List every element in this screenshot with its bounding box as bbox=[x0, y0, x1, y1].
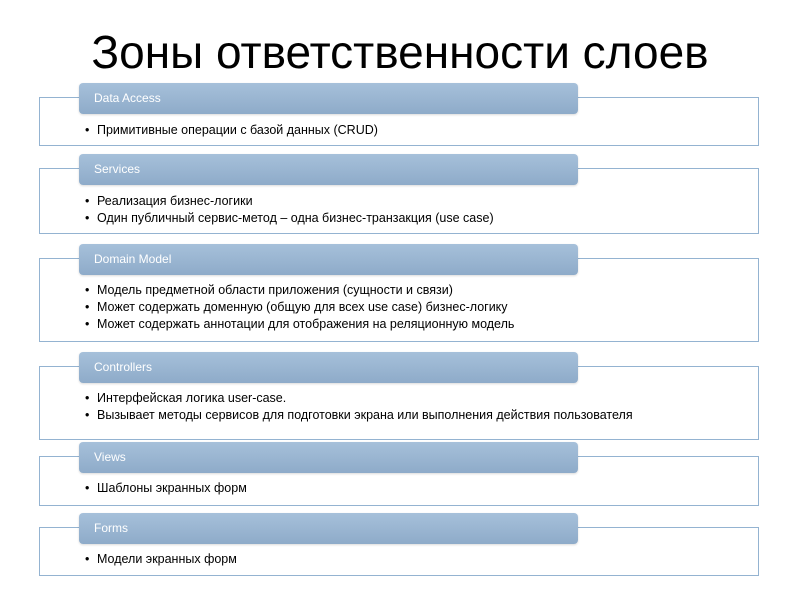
list-item-text: Может содержать аннотации для отображения на реляционную модель bbox=[97, 317, 515, 331]
list-item-text: Вызывает методы сервисов для подготовки экрана или выполнения действия пользователя bbox=[97, 408, 633, 422]
list-item-text: Шаблоны экранных форм bbox=[97, 481, 247, 495]
layer-tab-views: Views bbox=[79, 442, 578, 473]
list-item-text: Реализация бизнес-логики bbox=[97, 194, 253, 208]
layer-list-controllers bbox=[85, 391, 645, 423]
bullet-icon: • bbox=[85, 391, 90, 405]
list-item bbox=[85, 316, 645, 333]
list-item bbox=[85, 480, 645, 497]
layer-tab-data-access: Data Access bbox=[79, 83, 578, 114]
bullet-icon: • bbox=[85, 408, 90, 422]
layer-list-forms bbox=[85, 551, 645, 568]
layer-tab-domain-model: Domain Model bbox=[79, 244, 578, 275]
list-item bbox=[85, 391, 645, 406]
layer-list-data-access bbox=[85, 122, 645, 139]
bullet-icon: • bbox=[85, 194, 90, 208]
list-item bbox=[85, 193, 645, 210]
list-item bbox=[85, 122, 645, 139]
list-item bbox=[85, 282, 645, 299]
list-item bbox=[85, 408, 645, 423]
bullet-icon: • bbox=[85, 123, 90, 137]
layer-tab-controllers: Controllers bbox=[79, 352, 578, 383]
bullet-icon: • bbox=[85, 283, 90, 297]
layer-list-services bbox=[85, 193, 645, 227]
layer-list-views bbox=[85, 480, 645, 497]
bullet-icon: • bbox=[85, 211, 90, 225]
list-item-text: Может содержать доменную (общую для всех use case) бизнес-логику bbox=[97, 300, 508, 314]
slide-title: Зоны ответственности слоев bbox=[91, 26, 709, 78]
bullet-icon: • bbox=[85, 552, 90, 566]
layer-tab-forms: Forms bbox=[79, 513, 578, 544]
layer-tab-services: Services bbox=[79, 154, 578, 185]
layer-list-domain-model bbox=[85, 282, 645, 333]
bullet-icon: • bbox=[85, 300, 90, 314]
list-item-text: Один публичный сервис-метод – одна бизнес-транзакция (use case) bbox=[97, 211, 494, 225]
list-item bbox=[85, 551, 645, 568]
bullet-icon: • bbox=[85, 317, 90, 331]
list-item-text: Интерфейская логика user-case. bbox=[97, 391, 287, 405]
list-item-text: Модели экранных форм bbox=[97, 552, 237, 566]
list-item bbox=[85, 299, 645, 316]
bullet-icon: • bbox=[85, 481, 90, 495]
list-item-text: Примитивные операции с базой данных (CRUD) bbox=[97, 123, 378, 137]
list-item bbox=[85, 210, 645, 227]
list-item-text: Модель предметной области приложения (сущности и связи) bbox=[97, 283, 453, 297]
